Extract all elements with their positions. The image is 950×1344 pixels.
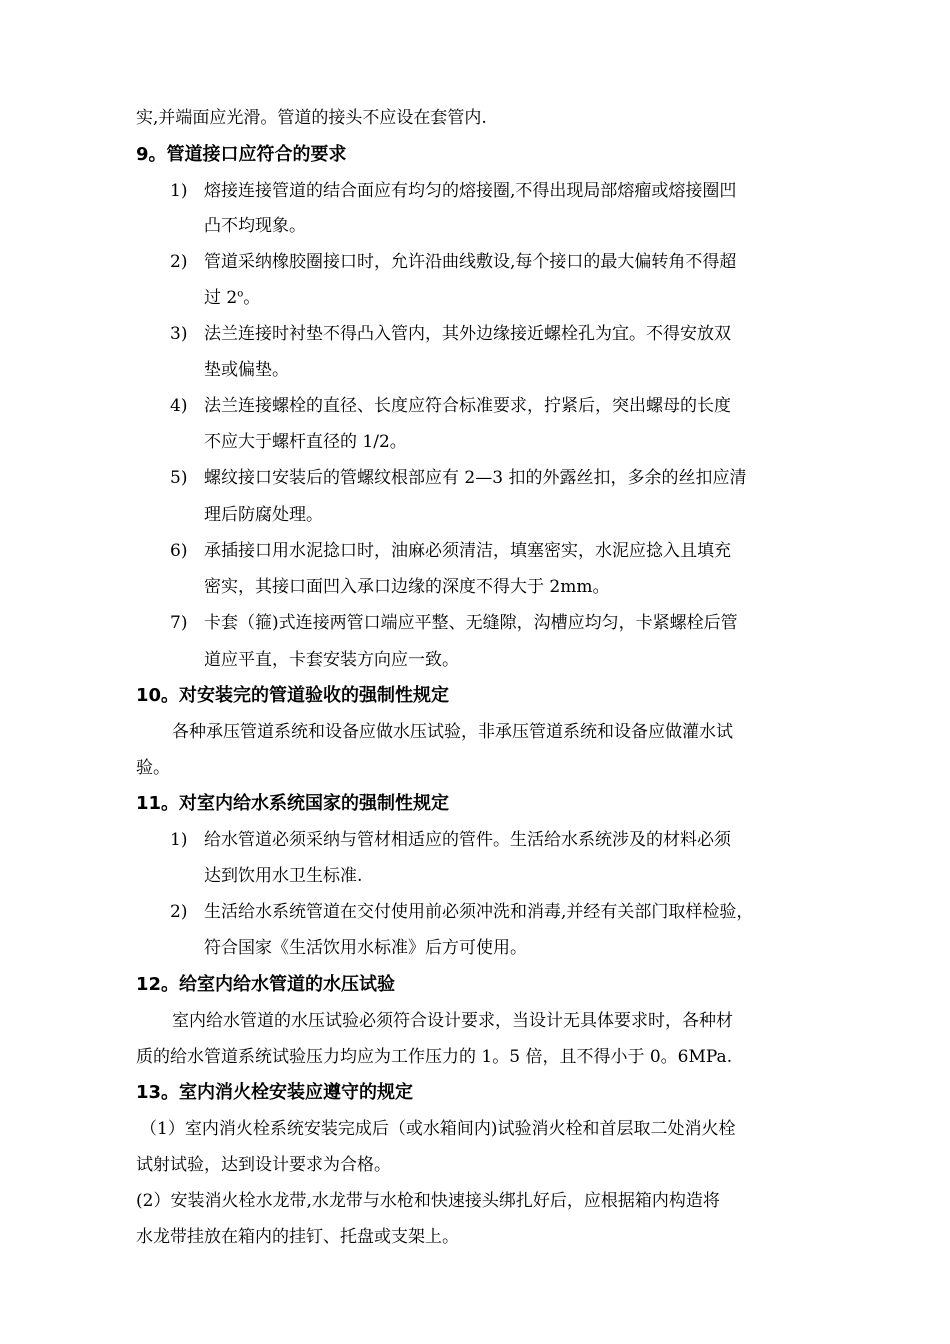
list-item-text: 给水管道必须采纳与管材相适应的管件。生活给水系统涉及的材料必须 [204, 830, 731, 850]
list-item-text: 达到饮用水卫生标准. [204, 866, 363, 886]
list-item-number: 7) [170, 613, 188, 633]
list-item-number: 6) [170, 541, 188, 561]
paragraph-line: (2）安装消火栓水龙带,水龙带与水枪和快速接头绑扎好后，应根据箱内构造将 [136, 1191, 720, 1211]
list-item-number: 2) [170, 252, 188, 272]
list-item-text: 螺纹接口安装后的管螺纹根部应有 2—3 扣的外露丝扣，多余的丝扣应清 [204, 468, 747, 488]
list-item-text: 凸不均现象。 [204, 216, 306, 236]
section-10-heading: 10。对安装完的管道验收的强制性规定 [136, 685, 450, 706]
section-11-heading: 11。对室内给水系统国家的强制性规定 [136, 793, 450, 814]
paragraph-line: 室内给水管道的水压试验必须符合设计要求，当设计无具体要求时，各种材 [172, 1011, 733, 1031]
paragraph-line: 各种承压管道系统和设备应做水压试验，非承压管道系统和设备应做灌水试 [172, 722, 733, 742]
list-item-number: 2) [170, 902, 188, 922]
paragraph-line: 水龙带挂放在箱内的挂钉、托盘或支架上。 [136, 1227, 459, 1247]
list-item-text: 不应大于螺杆直径的 1/2。 [204, 432, 407, 452]
list-item-text [204, 287, 260, 309]
list-item-text: 承插接口用水泥捻口时，油麻必须清洁，填塞密实，水泥应捻入且填充 [204, 541, 731, 561]
list-item-number: 5) [170, 468, 188, 488]
degree-text: 过 2 [204, 288, 238, 308]
list-item-number: 4) [170, 396, 188, 416]
list-item-text: 理后防腐处理。 [204, 505, 323, 525]
section-9-heading: 9。管道接口应符合的要求 [136, 144, 347, 165]
list-item-number: 3) [170, 324, 188, 344]
section-13-heading: 13。室内消火栓安装应遵守的规定 [136, 1082, 414, 1103]
list-item-text: 生活给水系统管道在交付使用前必须冲洗和消毒,并经有关部门取样检验， [204, 902, 754, 922]
paragraph-line: 验。 [136, 758, 170, 778]
list-item-text: 管道采纳橡胶圈接口时，允许沿曲线敷设,每个接口的最大偏转角不得超 [204, 252, 737, 272]
top-continuation-line: 实,并端面应光滑。管道的接头不应设在套管内. [136, 108, 487, 128]
list-item-number: 1) [170, 830, 188, 850]
degree-tail: 。 [243, 288, 261, 308]
list-item-text: 法兰连接螺栓的直径、长度应符合标准要求，拧紧后，突出螺母的长度 [204, 396, 731, 416]
list-item-text: 垫或偏垫。 [204, 360, 289, 380]
list-item-text: 法兰连接时衬垫不得凸入管内，其外边缘接近螺栓孔为宜。不得安放双 [204, 324, 731, 344]
list-item-text: 卡套（箍)式连接两管口端应平整、无缝隙，沟槽应均匀，卡紧螺栓后管 [204, 613, 738, 633]
paragraph-line: （1）室内消火栓系统安装完成后（或水箱间内)试验消火栓和首层取二处消火栓 [140, 1119, 736, 1139]
list-item-text: 熔接连接管道的结合面应有均匀的熔接圈,不得出现局部熔瘤或熔接圈凹 [204, 181, 737, 201]
list-item-number: 1) [170, 181, 188, 201]
list-item-text: 符合国家《生活饮用水标准》后方可使用。 [204, 938, 527, 958]
paragraph-line: 试射试验，达到设计要求为合格。 [136, 1155, 391, 1175]
degree-symbol: o [237, 288, 244, 300]
section-12-heading: 12。给室内给水管道的水压试验 [136, 974, 396, 995]
paragraph-line: 质的给水管道系统试验压力均应为工作压力的 1。5 倍，且不得小于 0。6MPa. [136, 1047, 733, 1067]
list-item-text: 密实，其接口面凹入承口边缘的深度不得大于 2mm。 [204, 577, 610, 597]
list-item-text: 道应平直，卡套安装方向应一致。 [204, 650, 459, 670]
